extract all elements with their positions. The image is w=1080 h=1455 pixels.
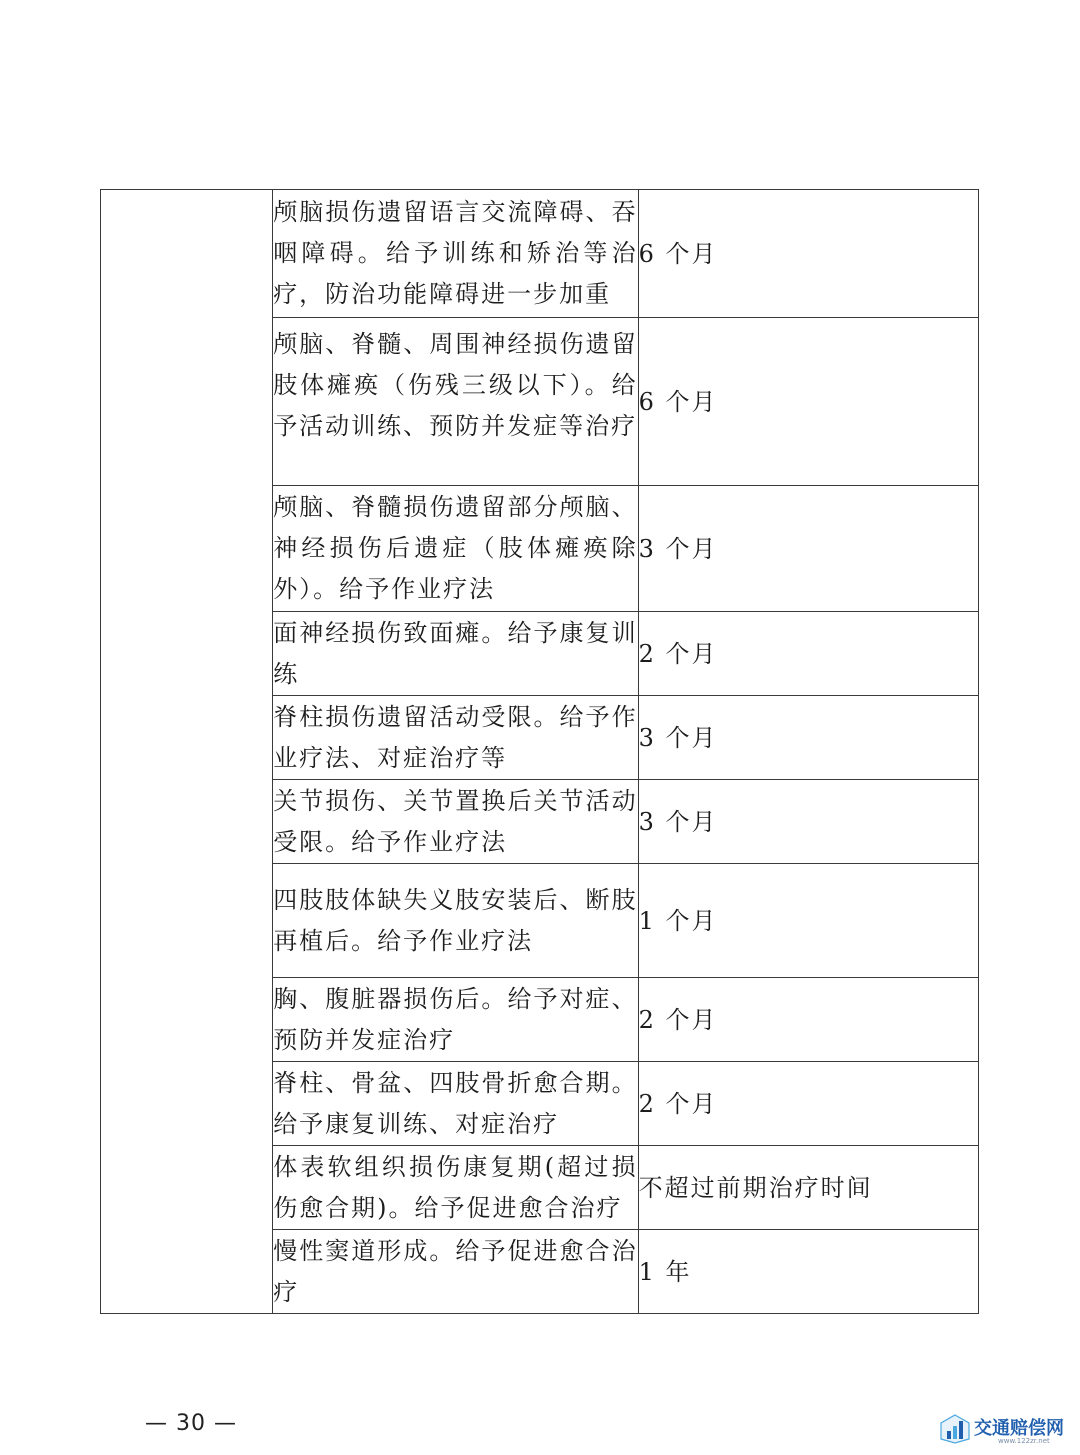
treatment-period: 3 个月 xyxy=(638,486,978,612)
treatment-period: 2 个月 xyxy=(638,978,978,1062)
treatment-period: 3 个月 xyxy=(638,696,978,780)
watermark-url: www.122zr.net xyxy=(998,1437,1050,1445)
treatment-description: 面神经损伤致面瘫。给予康复训练 xyxy=(273,612,638,696)
treatment-description: 慢性窦道形成。给予促进愈合治疗 xyxy=(273,1230,638,1314)
category-cell-blank xyxy=(101,190,273,1314)
treatment-period: 2 个月 xyxy=(638,1062,978,1146)
treatment-period: 不超过前期治疗时间 xyxy=(638,1146,978,1230)
page-number: — 30 — xyxy=(145,1411,237,1436)
table-row xyxy=(101,190,979,318)
treatment-description: 脊柱损伤遗留活动受限。给予作业疗法、对症治疗等 xyxy=(273,696,638,780)
treatment-period: 6 个月 xyxy=(638,318,978,486)
treatment-period: 1 个月 xyxy=(638,864,978,978)
treatment-period-table xyxy=(100,189,979,1314)
treatment-description: 脊柱、骨盆、四肢骨折愈合期。给予康复训练、对症治疗 xyxy=(273,1062,638,1146)
treatment-period: 3 个月 xyxy=(638,780,978,864)
site-watermark xyxy=(940,1412,1075,1448)
treatment-description: 四肢肢体缺失义肢安装后、断肢再植后。给予作业疗法 xyxy=(273,864,638,978)
bar-chart-logo-icon xyxy=(940,1414,970,1444)
treatment-period: 2 个月 xyxy=(638,612,978,696)
treatment-period: 1 年 xyxy=(638,1230,978,1314)
treatment-description: 胸、腹脏器损伤后。给予对症、预防并发症治疗 xyxy=(273,978,638,1062)
treatment-period: 6 个月 xyxy=(638,190,978,318)
treatment-description: 颅脑、脊髓、周围神经损伤遗留肢体瘫痪（伤残三级以下）。给予活动训练、预防并发症等治疗 xyxy=(273,318,638,486)
treatment-description: 颅脑、脊髓损伤遗留部分颅脑、神经损伤后遗症（肢体瘫痪除外）。给予作业疗法 xyxy=(273,486,638,612)
treatment-description: 颅脑损伤遗留语言交流障碍、吞咽障碍。给予训练和矫治等治疗，防治功能障碍进一步加重 xyxy=(273,190,638,318)
watermark-name: 交通赔偿网 xyxy=(974,1418,1064,1439)
treatment-description: 关节损伤、关节置换后关节活动受限。给予作业疗法 xyxy=(273,780,638,864)
treatment-description: 体表软组织损伤康复期(超过损伤愈合期)。给予促进愈合治疗 xyxy=(273,1146,638,1230)
